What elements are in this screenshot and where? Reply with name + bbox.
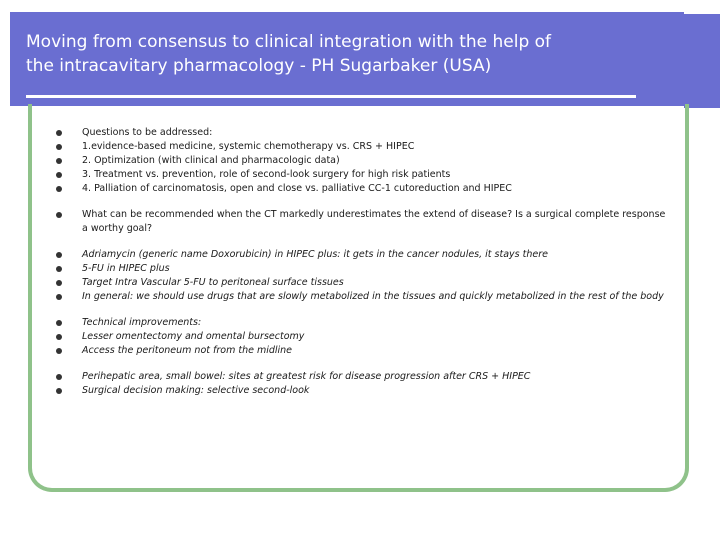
bullet-dot-icon <box>56 252 62 258</box>
bullet-dot-icon <box>56 388 62 394</box>
bullet-text: Technical improvements: <box>82 317 202 328</box>
bullet-dot-icon <box>56 172 62 178</box>
bullet-text: Surgical decision making: selective second-look <box>82 385 310 396</box>
slide-title-line-2: the intracavitary pharmacology - PH Sugarbaker (USA) <box>26 56 492 76</box>
bullet-dot-icon <box>56 158 62 164</box>
bullet-dot-icon <box>56 348 62 354</box>
bullet-text: Perihepatic area, small bowel: sites at greatest risk for disease progression after CRS + HIPEC <box>82 371 531 382</box>
bullet-item <box>56 154 666 168</box>
bullet-text: 5-FU in HIPEC plus <box>82 263 170 274</box>
bullet-item <box>56 126 666 140</box>
title-underline <box>26 95 636 98</box>
bullet-item <box>56 290 666 304</box>
bullet-group-questions <box>56 126 666 196</box>
bullet-item <box>56 248 666 262</box>
bullet-group-drugs <box>56 248 666 304</box>
bullet-item <box>56 384 666 398</box>
bullet-group-risk <box>56 370 666 398</box>
bullet-dot-icon <box>56 266 62 272</box>
bullet-dot-icon <box>56 186 62 192</box>
slide-title-line-1: Moving from consensus to clinical integration with the help of <box>26 32 552 52</box>
bullet-item <box>56 182 666 196</box>
bullet-text: What can be recommended when the CT markedly underestimates the extend of disease? Is a surgical complete response a worthy goal? <box>82 209 666 234</box>
bullet-list <box>56 126 666 410</box>
bullet-text: 3. Treatment vs. prevention, role of second-look surgery for high risk patients <box>82 169 451 180</box>
bullet-text: 1.evidence-based medicine, systemic chemotherapy vs. CRS + HIPEC <box>82 141 415 152</box>
bullet-item <box>56 262 666 276</box>
bullet-dot-icon <box>56 212 62 218</box>
bullet-text: Adriamycin (generic name Doxorubicin) in HIPEC plus: it gets in the cancer nodules, it stays there <box>82 249 548 260</box>
bullet-dot-icon <box>56 320 62 326</box>
bullet-item <box>56 140 666 154</box>
bullet-text: 4. Palliation of carcinomatosis, open and close vs. palliative CC-1 cutoreduction and HIPEC <box>82 183 512 194</box>
bullet-dot-icon <box>56 334 62 340</box>
bullet-item <box>56 370 666 384</box>
bullet-text: Target Intra Vascular 5-FU to peritoneal surface tissues <box>82 277 344 288</box>
bullet-item <box>56 344 666 358</box>
bullet-item <box>56 168 666 182</box>
bullet-item <box>56 276 666 290</box>
bullet-text: Lesser omentectomy and omental bursectomy <box>82 331 305 342</box>
bullet-item <box>56 330 666 344</box>
bullet-dot-icon <box>56 130 62 136</box>
bullet-group-ct <box>56 208 666 236</box>
bullet-group-technical <box>56 316 666 358</box>
bullet-dot-icon <box>56 144 62 150</box>
bullet-item <box>56 316 666 330</box>
bullet-dot-icon <box>56 374 62 380</box>
bullet-item <box>56 208 666 236</box>
bullet-text: Access the peritoneum not from the midline <box>82 345 293 356</box>
bullet-text: 2. Optimization (with clinical and pharmacologic data) <box>82 155 340 166</box>
bullet-dot-icon <box>56 280 62 286</box>
bullet-text: Questions to be addressed: <box>82 127 213 138</box>
bullet-dot-icon <box>56 294 62 300</box>
bullet-text: In general: we should use drugs that are slowly metabolized in the tissues and quickly metabolized in the rest of the body <box>82 291 664 302</box>
slide-title <box>26 30 666 78</box>
title-banner-corner <box>684 12 720 108</box>
